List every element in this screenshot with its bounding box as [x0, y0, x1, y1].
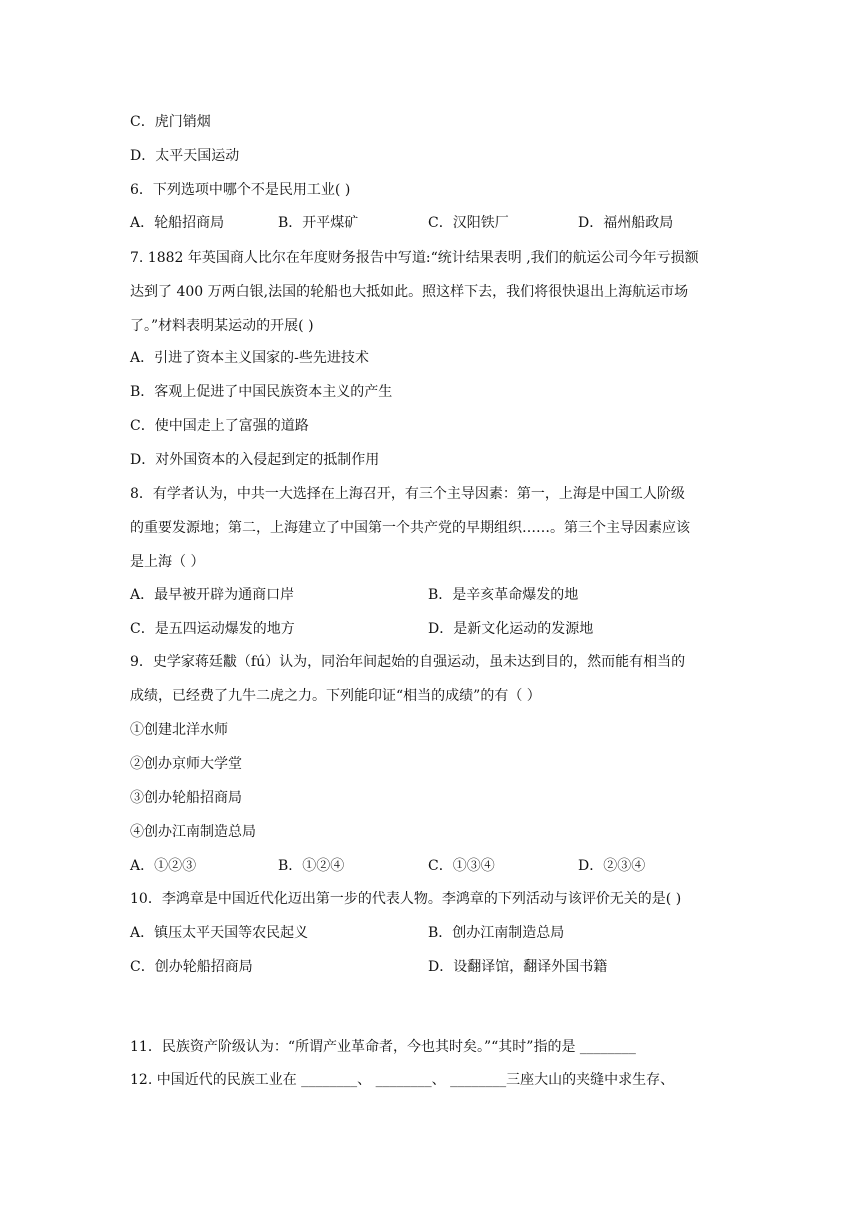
- question-8-line-2: 的重要发源地；第二，上海建立了中国第一个共产党的早期组织……。第三个主导因素应该: [130, 520, 690, 536]
- q8-option-b: B．是辛亥革命爆发的地: [428, 587, 579, 603]
- q9-option-a: A．①②③: [130, 858, 197, 874]
- q10-option-a: A．镇压太平天国等农民起义: [130, 925, 309, 941]
- q9-item-3: ③创办轮船招商局: [130, 790, 242, 806]
- question-9-line-2: 成绩，已经费了九牛二虎之力。下列能印证“相当的成绩”的有（ ）: [130, 688, 541, 704]
- question-7-line-2: 达到了 400 万两白银,法国的轮船也大抵如此。照这样下去，我们将很快退出上海航运市场: [130, 284, 689, 300]
- q8-option-c: C．是五四运动爆发的地方: [130, 621, 295, 637]
- question-6: 6．下列选项中哪个不是民用工业( ): [130, 182, 351, 198]
- q10-option-c: C．创办轮船招商局: [130, 959, 253, 975]
- q9-option-b: B．①②④: [278, 858, 345, 874]
- q9-option-d: D．②③④: [578, 858, 646, 874]
- question-10: 10．李鸿章是中国近代化迈出第一步的代表人物。李鸿章的下列活动与该评价无关的是( ): [130, 891, 682, 907]
- option-c-prev: C．虎门销烟: [130, 114, 211, 130]
- q6-option-c: C．汉阳铁厂: [428, 215, 509, 231]
- q9-item-2: ②创办京师大学堂: [130, 756, 242, 772]
- q8-option-d: D．是新文化运动的发源地: [428, 621, 594, 637]
- q9-item-1: ①创建北洋水师: [130, 722, 228, 738]
- question-8-line-1: 8．有学者认为，中共一大选择在上海召开，有三个主导因素：第一，上海是中国工人阶级: [130, 486, 685, 502]
- question-7-line-3: 了。”材料表明某运动的开展( ): [130, 318, 314, 334]
- question-12: 12. 中国近代的民族工业在 ________、 ________、 ________三座大山的夹缝中求生存、: [130, 1072, 675, 1088]
- q10-option-b: B．创办江南制造总局: [428, 925, 565, 941]
- q9-option-c: C．①③④: [428, 858, 495, 874]
- q7-option-c: C．使中国走上了富强的道路: [130, 418, 309, 434]
- question-9-line-1: 9．史学家蒋廷黻（fú）认为，同治年间起始的自强运动，虽未达到目的，然而能有相当的: [130, 654, 686, 670]
- q6-option-a: A．轮船招商局: [130, 215, 225, 231]
- question-8-line-3: 是上海（ ）: [130, 554, 205, 570]
- q6-option-d: D．福州船政局: [578, 215, 674, 231]
- option-d-prev: D．太平天国运动: [130, 148, 240, 164]
- q7-option-d: D．对外国资本的入侵起到定的抵制作用: [130, 452, 380, 468]
- q10-option-d: D．设翻译馆，翻译外国书籍: [428, 959, 608, 975]
- q8-option-a: A．最早被开辟为通商口岸: [130, 587, 295, 603]
- q7-option-a: A．引进了资本主义国家的-些先进技术: [130, 350, 369, 366]
- q9-item-4: ④创办江南制造总局: [130, 824, 256, 840]
- question-7-line-1: 7. 1882 年英国商人比尔在年度财务报告中写道:“统计结果表明 ,我们的航运公司今年亏损额: [130, 250, 699, 266]
- q7-option-b: B．客观上促进了中国民族资本主义的产生: [130, 384, 393, 400]
- q6-option-b: B．开平煤矿: [278, 215, 359, 231]
- question-11: 11．民族资产阶级认为：“所谓产业革命者，今也其时矣。”“其时”指的是 ________: [130, 1039, 636, 1055]
